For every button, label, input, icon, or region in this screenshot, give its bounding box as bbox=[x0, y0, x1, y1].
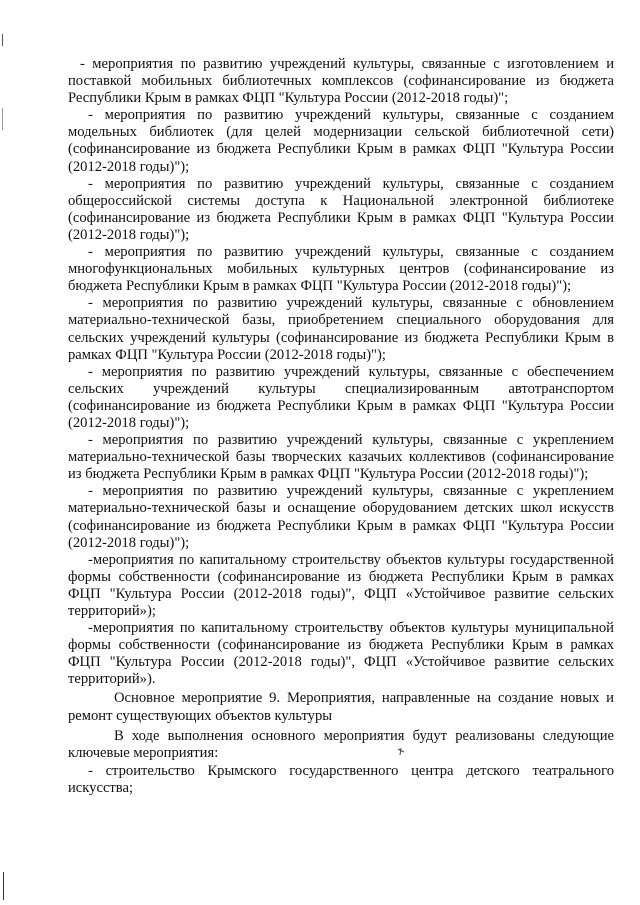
list-item: - мероприятия по развитию учреждений культуры, связанные с укреплением материально-технической базы творческих казачьих коллективов (софинансирование из бюджета Республики Крым в рамках ФЦП "Культура России (2012-2018 годы)"); bbox=[68, 432, 614, 483]
list-item: -мероприятия по капитальному строительству объектов культуры муниципальной формы собственности (софинансирование из бюджета Республики Крым в рамках ФЦП "Культура России (2012-2018 годы)", ФЦП «Устойчивое развитие сельских территорий»). bbox=[68, 620, 614, 688]
list-item: - мероприятия по развитию учреждений культуры, связанные с созданием многофункциональных мобильных культурных центров (софинансирование из бюджета Республики Крым в рамках ФЦП "Культура России (2012-2018 годы)"); bbox=[68, 244, 614, 295]
intro-text: В ходе выполнения основного мероприятия будут реализованы следующие ключевые мероприятия: bbox=[68, 727, 614, 761]
margin-scan-mark bbox=[3, 872, 4, 900]
document-body bbox=[68, 56, 614, 797]
list-item: -мероприятия по капитальному строительству объектов культуры государственной формы собственности (софинансирование из бюджета Республики Крым в рамках ФЦП "Культура России (2012-2018 годы)", ФЦП «Устойчивое развитие сельских территорий»); bbox=[68, 551, 614, 619]
list-item: - мероприятия по развитию учреждений культуры, связанные с созданием модельных библиотек (для целей модернизации сельской библиотечной сети) (софинансирование из бюджета Республики Крым в рамках ФЦП "Культура России (2012-2018 годы)"); bbox=[68, 107, 614, 175]
list-item: - строительство Крымского государственного центра детского театрального искусства; bbox=[68, 762, 614, 796]
list-item: - мероприятия по развитию учреждений культуры, связанные с созданием общероссийской системы доступа к Национальной электронной библиотеке (софинансирование из бюджета Республики Крым в рамках ФЦП "Культура России (2012-2018 годы)"); bbox=[68, 175, 614, 243]
pen-mark-icon bbox=[396, 747, 406, 757]
list-item: - мероприятия по развитию учреждений культуры, связанные с обновлением материально-технической базы, приобретением специального оборудования для сельских учреждений культуры (софинансирование из бюджета Республики Крым в рамках ФЦП "Культура России (2012-2018 годы)"); bbox=[68, 295, 614, 363]
list-item: - мероприятия по развитию учреждений культуры, связанные с обеспечением сельских учреждений культуры специализированным автотранспортом (софинансирование из бюджета Республики Крым в рамках ФЦП "Культура России (2012-2018 годы)"); bbox=[68, 363, 614, 431]
list-item: - мероприятия по развитию учреждений культуры, связанные с укреплением материально-технической базы и оснащение оборудованием детских школ искусств (софинансирование из бюджета Республики Крым в рамках ФЦП "Культура России (2012-2018 годы)"); bbox=[68, 483, 614, 551]
margin-scan-mark bbox=[2, 34, 3, 46]
main-event-heading: Основное мероприятие 9. Мероприятия, направленные на создание новых и ремонт существующих объектов культуры bbox=[68, 690, 614, 724]
list-item: - мероприятия по развитию учреждений культуры, связанные с изготовлением и поставкой мобильных библиотечных комплексов (софинансирование из бюджета Республики Крым в рамках ФЦП "Культура России (2012-2018 годы)"; bbox=[68, 56, 614, 107]
margin-scan-mark bbox=[2, 108, 3, 130]
